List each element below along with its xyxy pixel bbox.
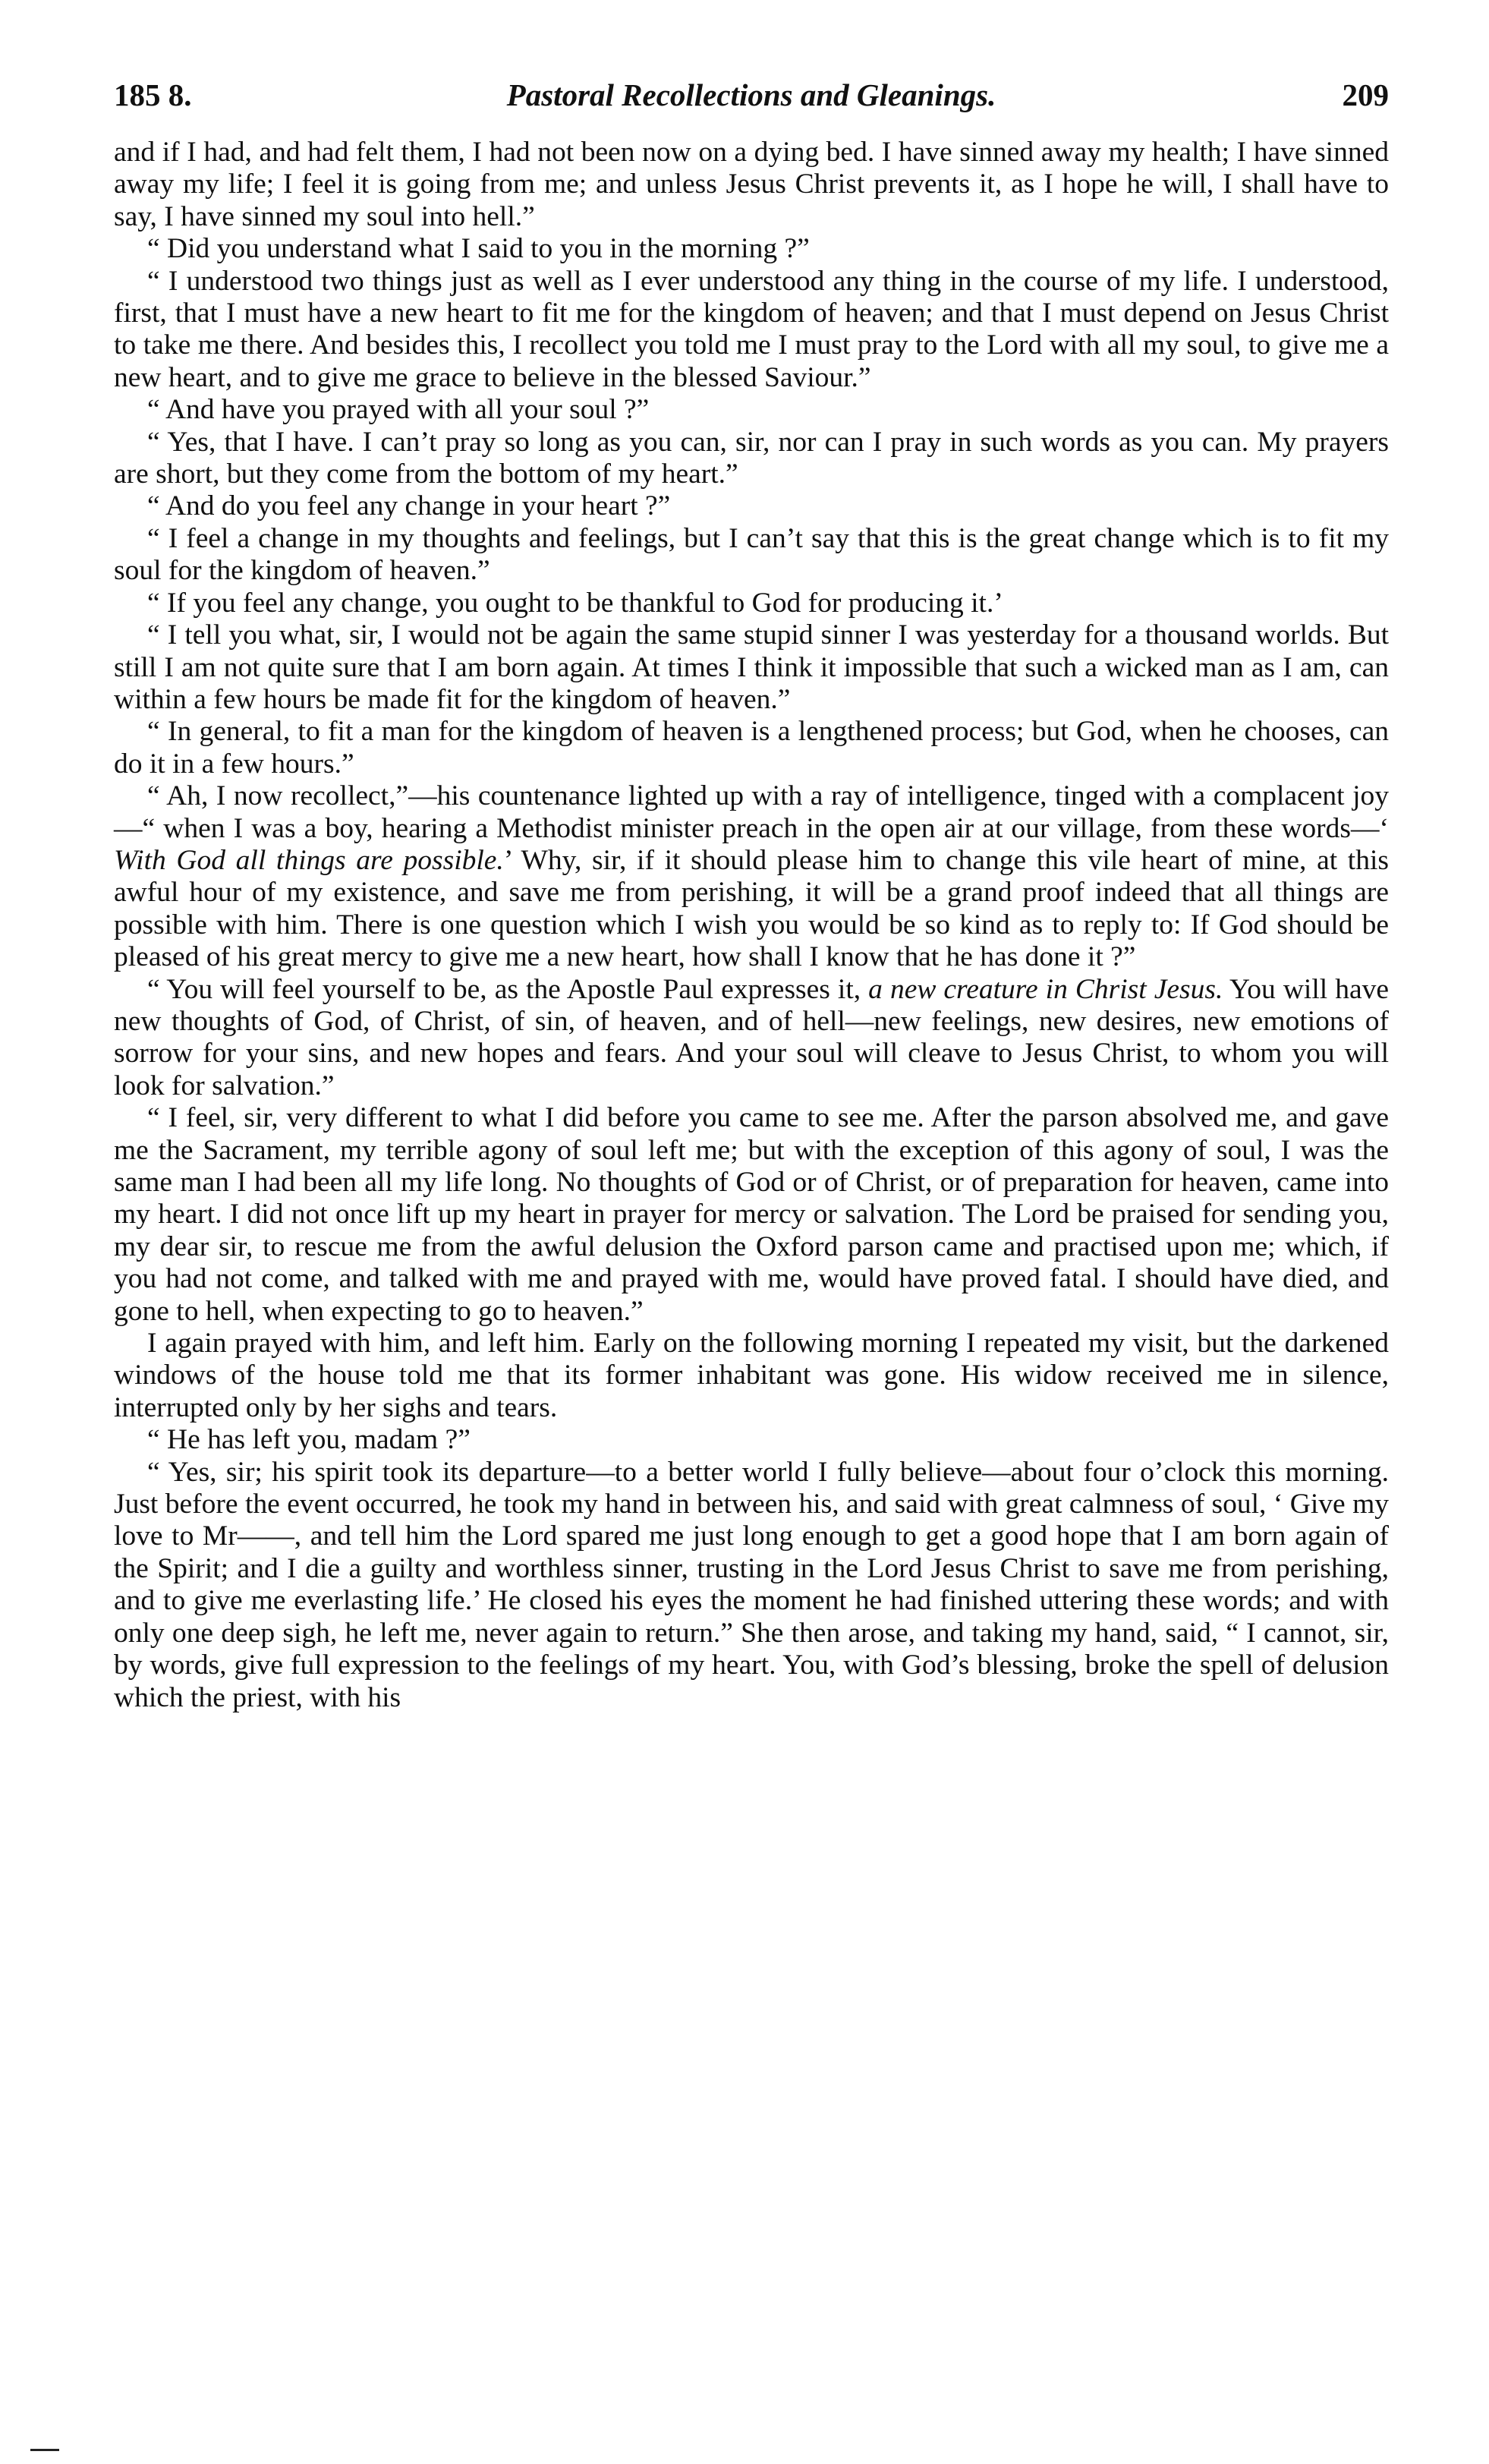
paragraph: “ I understood two things just as well as I ever understood any thing in the course of my life. I understood, first, that I must have a new heart to fit me for the kingdom of heaven; and that I must depend on Jesus Christ to take me there. And besides this, I recollect you told me I must pray to the Lord with all my soul, to give me a new heart, and to give me grace to believe in the blessed Saviour.” [114, 265, 1389, 393]
paragraph: “ Yes, sir; his spirit took its departure—to a better world I fully believe—about four o’clock this morning. Just before the event occurred, he took my hand in between his, and said with great calmness of soul, ‘ Give my love to Mr——, and tell him the Lord spared me just long enough to get a good hope that I am born again of the Spirit; and I die a guilty and worthless sinner, trusting in the Lord Jesus Christ to save me from perishing, and to give me everlasting life.’ He closed his eyes the moment he had finished uttering these words; and with only one deep sigh, he left me, never again to return.” She then arose, and taking my hand, said, “ I cannot, sir, by words, give full expression to the feelings of my heart. You, with God’s blessing, broke the spell of delusion which the priest, with his [114, 1456, 1389, 1713]
page-number: 209 [1342, 77, 1389, 112]
paragraph: “ You will feel yourself to be, as the Apostle Paul expresses it, a new creature in Christ Jesus. You will have new thoughts of God, of Christ, of sin, of heaven, and of hell—new feelings, new desires, new emotions of sorrow for your sins, and new hopes and fears. And your soul will cleave to Jesus Christ, to whom you will look for salvation.” [114, 973, 1390, 1101]
paragraph: “ If you feel any change, you ought to be thankful to God for producing it.’ [147, 587, 1003, 619]
paragraph: “ I feel a change in my thoughts and feelings, but I can’t say that this is the great change which is to fit my soul for the kingdom of heaven.” [114, 522, 1389, 587]
paragraph: and if I had, and had felt them, I had not been now on a dying bed. I have sinned away my health; I have sinned away my life; I feel it is going from me; and unless Jesus Christ prevents it, as I hope he will, I shall have to say, I have sinned my soul into hell.” [114, 137, 1389, 232]
paragraph: “ Did you understand what I said to you in the morning ?” [147, 233, 810, 265]
paragraph: “ I tell you what, sir, I would not be again the same stupid sinner I was yesterday for a thousand worlds. But still I am not quite sure that I am born again. At times I think it impossible that such a wicked man as I am, can within a few hours be made fit for the kingdom of heaven.” [114, 619, 1389, 715]
paragraph: “ Yes, that I have. I can’t pray so long as you can, sir, nor can I pray in such words as you can. My prayers are short, but they come from the bottom of my heart.” [114, 426, 1389, 490]
page [114, 70, 1389, 1714]
header-year: 185 8. [114, 77, 192, 112]
running-head [114, 70, 1389, 120]
paragraph: I again prayed with him, and left him. Early on the following morning I repeated my visit, but the darkened windows of the house told me that its former inhabitant was gone. His widow received me in silence, interrupted only by her sighs and tears. [114, 1328, 1389, 1423]
footer-rule [30, 2449, 59, 2451]
header-title: Pastoral Recollections and Gleanings. [506, 77, 996, 112]
paragraph: “ I feel, sir, very different to what I did before you came to see me. After the parson absolved me, and gave me the Sacrament, my terrible agony of soul left me; but with the exception of this agony of soul, I was the same man I had been all my life long. No thoughts of God or of Christ, or of preparation for heaven, came into my heart. I did not once lift up my heart in prayer for mercy or salvation. The Lord be praised for sending you, my dear sir, to rescue me from the awful delusion the Oxford parson came and practised upon me; which, if you had not come, and talked with me and prayed with me, would have proved fatal. I should have died, and gone to hell, when expecting to go to heaven.” [114, 1102, 1389, 1327]
paragraph: “ Ah, I now recollect,”—his countenance lighted up with a ray of intelligence, tinged with a complacent joy—“ when I was a boy, hearing a Methodist minister preach in the open air at our village, from these words—‘ With God all things are possible.’ Why, sir, if it should please him to change this vile heart of mine, at this awful hour of my existence, and save me from perishing, it will be a grand proof indeed that all things are possible with him. There is one question which I wish you would be so kind as to reply to: If God should be pleased of his great mercy to give me a new heart, how shall I know that he has done it ?” [114, 780, 1389, 973]
paragraph: “ In general, to fit a man for the kingdom of heaven is a lengthened process; but God, when he chooses, can do it in a few hours.” [114, 716, 1389, 780]
body-text [114, 137, 1389, 1714]
paragraph: “ And have you prayed with all your soul ?” [147, 394, 650, 426]
paragraph: “ And do you feel any change in your heart ?” [147, 490, 671, 522]
paragraph: “ He has left you, madam ?” [147, 1424, 471, 1456]
